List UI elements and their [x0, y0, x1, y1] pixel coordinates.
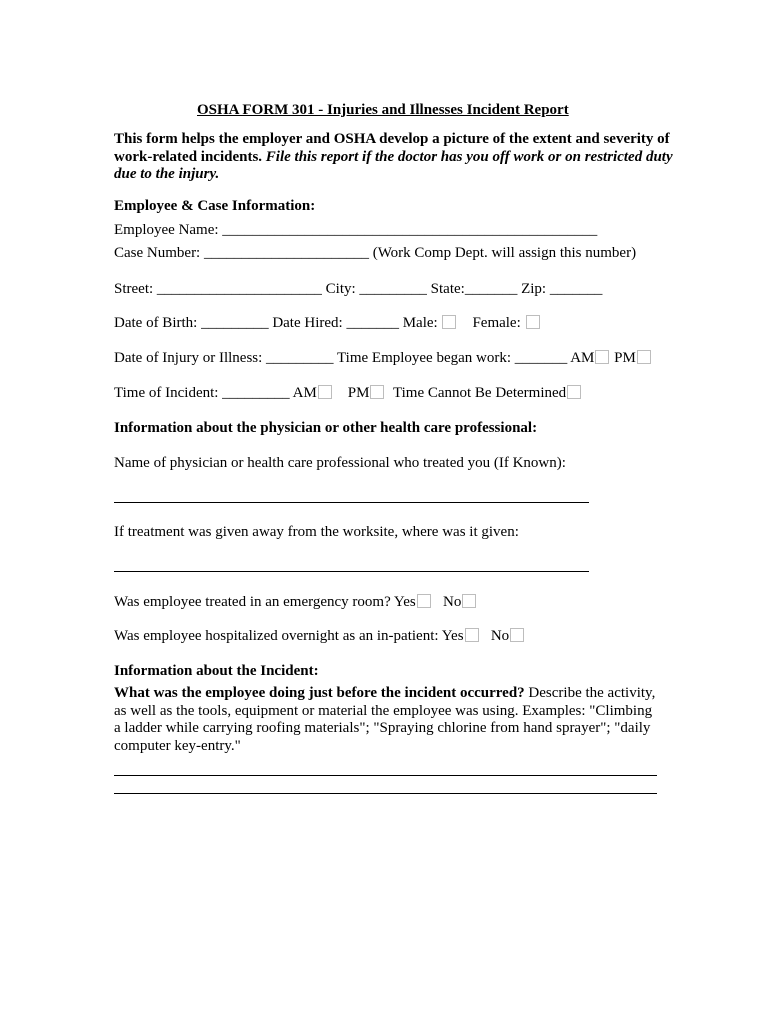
hospital-no-checkbox[interactable]: [510, 628, 524, 642]
form-intro: [114, 131, 674, 184]
incident-pm-label: PM: [347, 385, 370, 401]
treatment-location-line[interactable]: [114, 571, 589, 572]
began-work-pm-checkbox[interactable]: [637, 350, 651, 364]
cannot-determine-checkbox[interactable]: [567, 385, 581, 399]
physician-name-line[interactable]: [114, 502, 589, 503]
hospital-no-label: No: [490, 628, 510, 644]
intro-italic-text: File this report if the doctor has you off work or on restricted duty due to the injury.: [114, 148, 673, 182]
employee-name-field[interactable]: Employee Name: __________________________________________________: [114, 222, 598, 238]
female-label: Female:: [472, 315, 521, 331]
case-number-field[interactable]: Case Number: ______________________ (Work Comp Dept. will assign this number): [114, 245, 637, 261]
hospital-yes-checkbox[interactable]: [465, 628, 479, 642]
incident-answer-line-2[interactable]: [114, 793, 657, 794]
hospital-question: Was employee hospitalized overnight as an in-patient: Yes: [114, 628, 464, 644]
injury-date-row: [114, 349, 652, 367]
female-checkbox[interactable]: [526, 315, 540, 329]
incident-question-text: Describe the activity, as well as the tools, equipment or material the employee was using. Examples: "Climbing a ladder while carrying roofing materials"; "Spraying chlorine from hand sprayer"; "daily computer key-entry.": [114, 685, 656, 754]
address-field[interactable]: Street: ______________________ City: _________ State:_______ Zip: _______: [114, 281, 603, 297]
cannot-determine-label: Time Cannot Be Determined: [392, 385, 567, 401]
physician-section-heading: Information about the physician or other health care professional:: [114, 420, 538, 436]
dob-label: Date of Birth: _________ Date Hired: _______ Male:: [114, 315, 438, 331]
emergency-yes-checkbox[interactable]: [417, 594, 431, 608]
form-title: OSHA FORM 301 - Injuries and Illnesses Incident Report: [197, 102, 569, 118]
injury-date-label: Date of Injury or Illness: _________ Time Employee began work: _______ AM: [114, 350, 595, 366]
incident-time-row: [114, 384, 582, 402]
incident-section-heading: Information about the Incident:: [114, 663, 319, 679]
incident-answer-line-1[interactable]: [114, 775, 657, 776]
incident-time-label: Time of Incident: _________ AM: [114, 385, 317, 401]
incident-pm-checkbox[interactable]: [370, 385, 384, 399]
dob-row: [114, 314, 541, 332]
emergency-no-label: No: [443, 594, 462, 610]
physician-name-label: Name of physician or health care professional who treated you (If Known):: [114, 455, 566, 471]
male-checkbox[interactable]: [442, 315, 456, 329]
began-work-pm-label: PM: [614, 350, 636, 366]
incident-question: [114, 685, 659, 755]
emergency-question: Was employee treated in an emergency room? Yes: [114, 594, 416, 610]
intro-bold-text: This form helps the employer and OSHA develop a picture of the extent and severity of work-related incidents.: [114, 131, 670, 165]
emergency-room-row: [114, 593, 477, 611]
treatment-location-label: If treatment was given away from the worksite, where was it given:: [114, 524, 519, 540]
incident-am-checkbox[interactable]: [318, 385, 332, 399]
emergency-no-checkbox[interactable]: [462, 594, 476, 608]
hospitalized-row: [114, 627, 525, 645]
began-work-am-checkbox[interactable]: [595, 350, 609, 364]
incident-question-bold: What was the employee doing just before the incident occurred?: [114, 685, 525, 701]
employee-section-heading: Employee & Case Information:: [114, 198, 316, 214]
